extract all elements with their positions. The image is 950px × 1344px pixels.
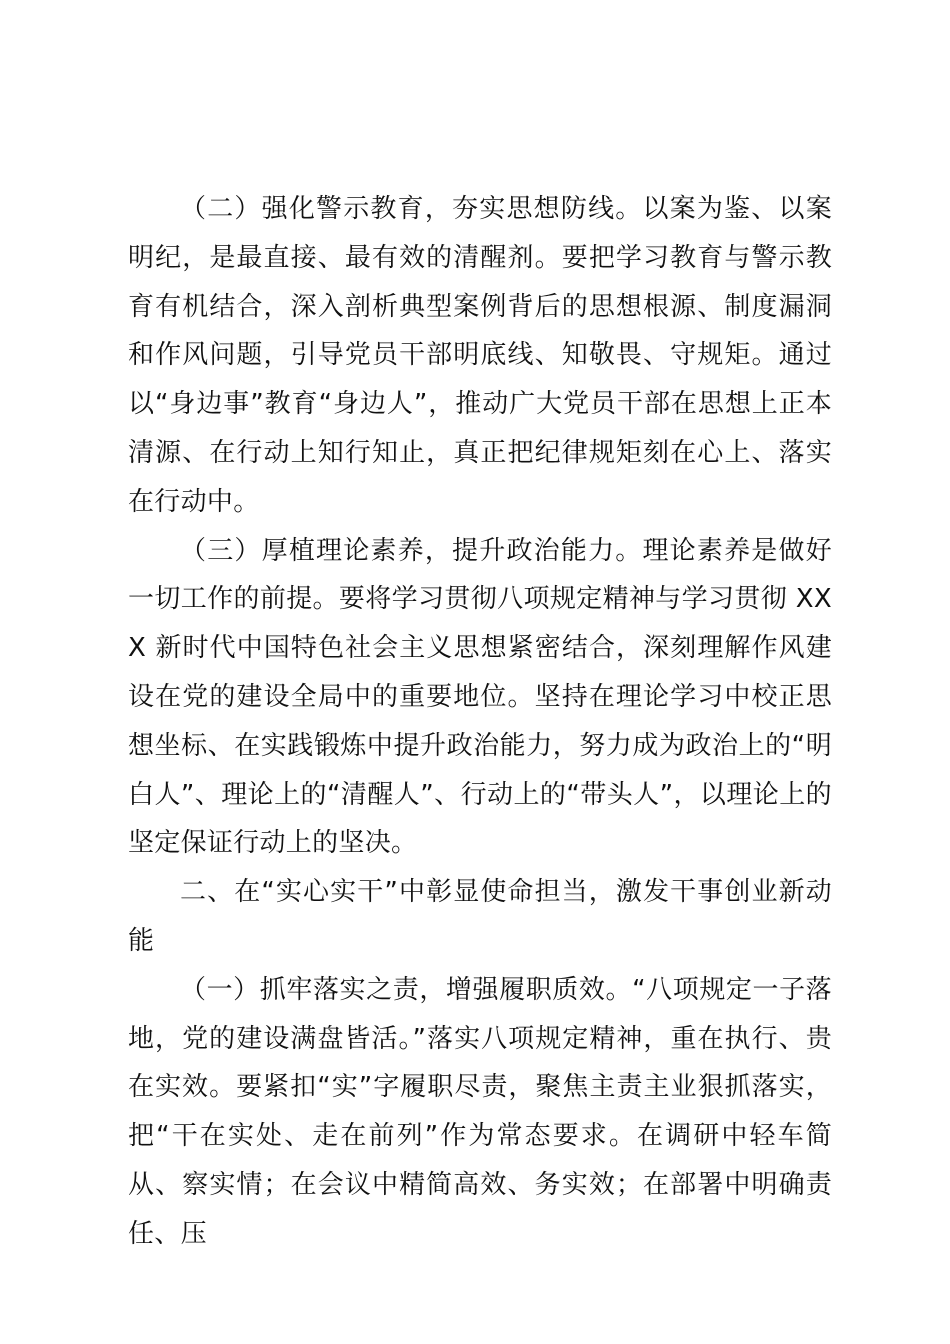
document-body xyxy=(128,185,832,1259)
paragraph-theory-cultivation: （三）厚植理论素养，提升政治能力。理论素养是做好一切工作的前提。要将学习贯彻八项规定精神与学习贯彻 XXX 新时代中国特色社会主义思想紧密结合，深刻理解作风建设在党的建设全局中的重要地位。坚持在理论学习中校正思想坐标、在实践锻炼中提升政治能力，努力成为政治上的“明白人”、理论上的“清醒人”、行动上的“带头人”，以理论上的坚定保证行动上的坚决。 xyxy=(128,535,832,859)
section-heading-practical-work: 二、在“实心实干”中彰显使命担当，激发干事创业新动能 xyxy=(128,877,832,956)
paragraph-warning-education: （二）强化警示教育，夯实思想防线。以案为鉴、以案明纪，是最直接、最有效的清醒剂。要把学习教育与警示教育有机结合，深入剖析典型案例背后的思想根源、制度漏洞和作风问题，引导党员干部明底线、知敬畏、守规矩。通过以“身边事”教育“身边人”，推动广大党员干部在思想上正本清源、在行动上知行知止，真正把纪律规矩刻在心上、落实在行动中。 xyxy=(128,194,832,517)
paragraph-implementation-duty: （一）抓牢落实之责，增强履职质效。“八项规定一子落地，党的建设满盘皆活。”落实八项规定精神，重在执行、贵在实效。要紧扣“实”字履职尽责，聚焦主责主业狠抓落实，把“干在实处、走在前列”作为常态要求。在调研中轻车简从、察实情；在会议中精简高效、务实效；在部署中明确责任、压 xyxy=(128,974,832,1249)
